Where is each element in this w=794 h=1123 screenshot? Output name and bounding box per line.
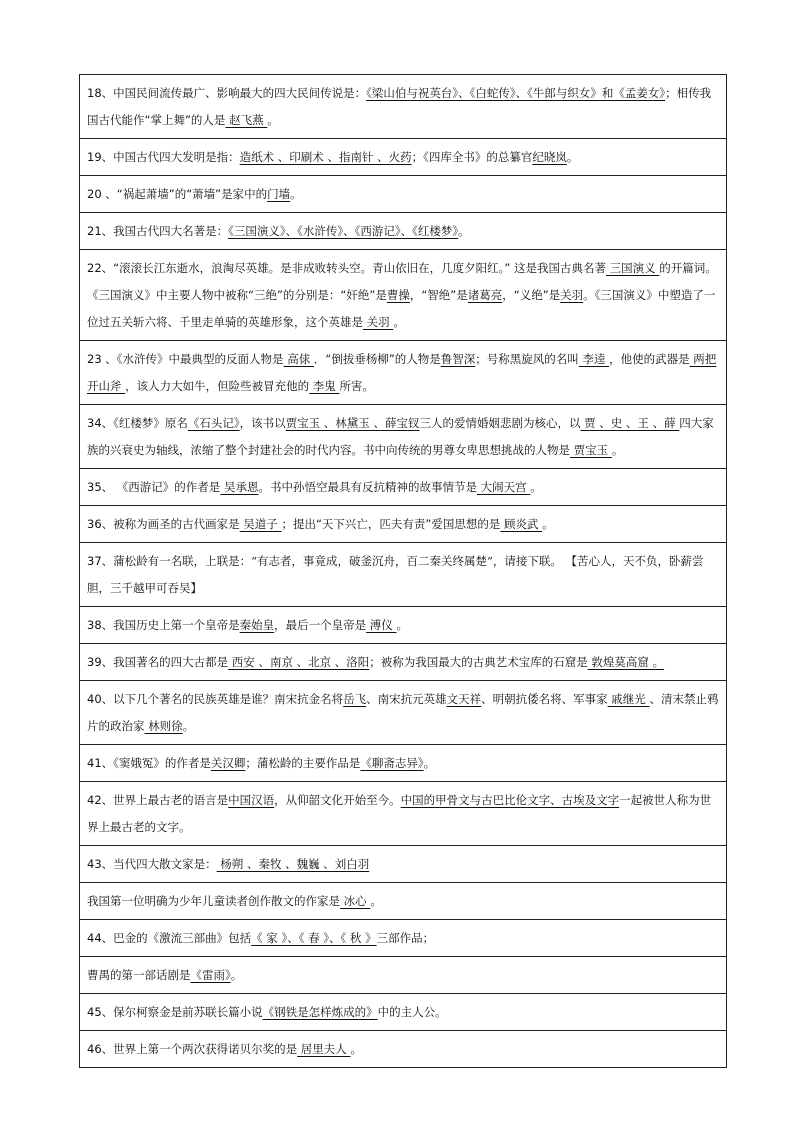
answer-blank: 大闹天宫: [476, 480, 531, 494]
question-text: 18、中国民间流传最广、影响最大的四大民间传说是：: [87, 86, 367, 100]
table-row: [80, 920, 727, 957]
answer-blank: 《 家 》、《 春 》、《 秋 》: [251, 931, 377, 945]
question-text: 23 、《水浒传》中最典型的反面人物是: [87, 352, 284, 366]
answer-blank: 曹操: [386, 288, 410, 302]
question-text: 。: [230, 968, 243, 982]
answer-blank: 戚继光: [607, 692, 650, 706]
question-text: 43、当代四大散文家是：: [87, 857, 217, 871]
answer-blank: 林则徐: [144, 719, 183, 733]
question-text: 。: [370, 894, 382, 908]
question-text: 。: [542, 517, 554, 531]
question-cell-row-34: [80, 405, 727, 469]
question-cell-row-23: [80, 341, 727, 405]
question-text: 42、世界上最古老的语言是: [87, 793, 229, 807]
answer-blank: 两把开山斧: [87, 352, 717, 393]
question-text: 一起被世人称为世界上最古老的文字。: [87, 793, 712, 834]
question-text: 。: [458, 224, 470, 238]
question-text: 、明朝抗倭名将、军事家: [481, 692, 608, 706]
question-text: ，该书以: [239, 416, 286, 430]
quoted-text: “有志者，事竟成，破釜沉舟，百二秦关终属楚”: [251, 554, 493, 568]
answer-blank: 《三国演义》、《水浒传》、《西游记》、《红楼梦》: [228, 224, 459, 238]
question-text: 曹禺的第一部话剧是: [87, 968, 191, 982]
answer-blank: 文天祥: [446, 692, 482, 706]
question-text: 21、我国古代四大名著是：: [87, 224, 229, 238]
table-row: [80, 341, 727, 405]
answer-blank: 李逵: [578, 352, 610, 366]
answer-blank: 吴道子: [239, 517, 282, 531]
question-text: 。: [423, 756, 436, 770]
answer-blank: 造纸术 、印刷术 、指南针 、火药: [239, 150, 412, 164]
answer-blank: 《雷雨》: [190, 968, 231, 982]
answer-blank: 《聊斋志异》: [360, 756, 424, 770]
answer-blank: 杨朔 、秦牧 、魏巍 、刘白羽: [216, 857, 370, 871]
question-text: ；号称黑旋风的名叫: [475, 352, 579, 366]
table-row: [80, 213, 727, 250]
question-text: 19、中国古代四大发明是指：: [87, 150, 240, 164]
question-cell-row-36: [80, 506, 727, 543]
table-row: [80, 644, 727, 681]
question-text: 。: [350, 1042, 362, 1056]
answer-blank: 中国汉语: [228, 793, 275, 807]
answer-blank: 高俅: [283, 352, 314, 366]
question-text: 。《三国演义》中塑造了一位过五关斩六将、千里走单骑的英雄形象，这个英雄是: [87, 288, 716, 329]
table-row: [80, 506, 727, 543]
question-cell-row-46: [80, 1031, 727, 1068]
question-cell-row-44b: [80, 957, 727, 994]
question-text: 。书中孙悟空最具有反抗精神的故事情节是: [258, 480, 477, 494]
question-text: 45、保尔柯察金是前苏联长篇小说: [87, 1005, 263, 1019]
question-text: 、南宋抗元英雄: [366, 692, 447, 706]
answer-blank: 岳飞: [343, 692, 367, 706]
answer-blank: 关羽: [560, 288, 584, 302]
question-cell-row-43: [80, 846, 727, 883]
answer-blank: 《钢铁是怎样炼成的》: [262, 1005, 378, 1019]
table-row: [80, 957, 727, 994]
question-text: ．“倒拔垂杨柳”的人物是: [313, 352, 441, 366]
answer-blank: 纪晓岚: [532, 150, 567, 164]
question-cell-row-20: [80, 176, 727, 213]
question-text: 。: [182, 719, 195, 733]
question-cell-row-40: [80, 681, 727, 745]
question-cell-row-44: [80, 920, 727, 957]
question-text: 40、以下几个著名的民族英雄是谁？南宋抗金名将: [87, 692, 344, 706]
question-cell-row-43b: [80, 883, 727, 920]
question-cell-row-41: [80, 745, 727, 782]
question-text: 38、我国历史上第一个皇帝是: [87, 618, 240, 632]
question-text: 34、《红楼梦》原名: [87, 416, 188, 430]
answer-blank: 贾宝玉: [570, 443, 612, 457]
quiz-table: [79, 74, 727, 1068]
question-text: 。: [396, 618, 408, 632]
question-text: 我国第一位明确为少年儿童读者创作散文的作家是: [87, 894, 340, 908]
table-row: [80, 782, 727, 846]
question-cell-row-37: [80, 543, 727, 607]
question-cell-row-18: [80, 75, 727, 139]
question-text: 41、《窦娥冤》的作者是: [87, 756, 211, 770]
question-text: ，该人力大如牛，但险些被冒充他的: [125, 379, 310, 393]
question-cell-row-21: [80, 213, 727, 250]
answer-blank: 鲁智深: [440, 352, 476, 366]
answer-blank: 冰心: [340, 894, 371, 908]
answer-blank: 吴承恩: [220, 480, 259, 494]
table-row: [80, 139, 727, 176]
question-text: ，“义绝”是: [502, 288, 561, 302]
question-text: 22、“滚滚长江东逝水，浪淘尽英雄。是非成败转头空。青山依旧在，几度夕阳红。” 这是我国古典名著: [87, 261, 606, 275]
question-cell-row-39: [80, 644, 727, 681]
table-row: [80, 1031, 727, 1068]
table-row: [80, 469, 727, 506]
question-text: ，请接下联。 【苦心人，天不负，卧薪尝胆，三千越甲可吞吴】: [87, 554, 704, 595]
question-text: ，最后一个皇帝是: [274, 618, 367, 632]
question-text: 的开篇词。《三国演义》中主要人物中被称“三绝”的分别是：“奸绝”是: [87, 261, 717, 302]
question-text: 44、巴金的《激流三部曲》包括: [87, 931, 252, 945]
answer-blank: 门墙: [267, 187, 291, 201]
question-cell-row-22: [80, 250, 727, 341]
question-text: 36、被称为画圣的古代画家是: [87, 517, 240, 531]
answer-blank: 贾 、史 、王 、薛: [580, 416, 680, 430]
table-row: [80, 176, 727, 213]
question-text: 37、蒲松龄有一名联，上联是：: [87, 554, 252, 568]
question-cell-row-42: [80, 782, 727, 846]
table-row: [80, 994, 727, 1031]
question-text: 三人的爱情婚姻悲剧为核心，以: [419, 416, 581, 430]
table-row: [80, 883, 727, 920]
question-text: 。: [267, 113, 279, 127]
table-row: [80, 250, 727, 341]
question-text: ；《四库全书》的总纂官: [411, 150, 533, 164]
answer-blank: 贾宝玉 、林黛玉 、薛宝钗: [285, 416, 420, 430]
question-text: ；提出“天下兴亡，匹夫有责”爱国思想的是: [281, 517, 501, 531]
question-text: 三部作品；: [376, 931, 435, 945]
question-cell-row-38: [80, 607, 727, 644]
answer-blank: 《石头记》: [187, 416, 240, 430]
question-text: 35、 《西游记》的作者是: [87, 480, 221, 494]
table-row: [80, 607, 727, 644]
question-text: 。: [290, 187, 302, 201]
question-text: ；被称为我国最大的古典艺术宝库的石窟是: [369, 655, 588, 669]
answer-blank: 秦始皇: [239, 618, 275, 632]
answer-blank: 溥仪: [366, 618, 397, 632]
table-row: [80, 405, 727, 469]
answer-blank: 顾炎武: [500, 517, 543, 531]
question-text: ；相传我国古代能作“掌上舞”的人是: [87, 86, 712, 127]
question-text: ，“智绝”是: [409, 288, 468, 302]
answer-blank: 居里夫人: [297, 1042, 351, 1056]
question-text: ，他使的武器是: [609, 352, 690, 366]
answer-blank: 西安 、南京 、北京 、洛阳: [228, 655, 370, 669]
question-text: 46、世界上第一个两次获得诺贝尔奖的是: [87, 1042, 298, 1056]
table-row: [80, 745, 727, 782]
question-text: ，从仰韶文化开始至今。: [274, 793, 401, 807]
answer-blank: 关羽: [363, 315, 394, 329]
question-text: 所害。: [339, 379, 374, 393]
question-text: 中的主人公。: [377, 1005, 447, 1019]
question-text: 。: [566, 150, 579, 164]
question-cell-row-19: [80, 139, 727, 176]
table-row: [80, 75, 727, 139]
question-text: ；蒲松龄的主要作品是: [245, 756, 361, 770]
table-row: [80, 543, 727, 607]
answer-blank: 三国演义: [605, 261, 660, 275]
answer-blank: 中国的甲骨文与古巴比伦文字、古埃及文字: [400, 793, 620, 807]
question-text: 。: [393, 315, 405, 329]
question-text: 、清末禁止鸦片的政治家: [87, 692, 719, 733]
quiz-table-body: [80, 75, 727, 1068]
question-text: 39、我国著名的四大古都是: [87, 655, 229, 669]
question-cell-row-35: [80, 469, 727, 506]
question-text: 。: [611, 443, 624, 457]
answer-blank: 关汉卿: [210, 756, 246, 770]
question-text: 20 、“祸起萧墙”的“萧墙”是家中的: [87, 187, 268, 201]
answer-blank: 敦煌莫高窟 。: [587, 655, 665, 669]
answer-blank: 赵飞燕: [225, 113, 268, 127]
answer-blank: 李鬼: [309, 379, 340, 393]
answer-blank: 诸葛亮: [467, 288, 503, 302]
table-row: [80, 681, 727, 745]
question-cell-row-45: [80, 994, 727, 1031]
question-text: 。: [530, 480, 542, 494]
table-row: [80, 846, 727, 883]
answer-blank: 《梁山伯与祝英台》、《白蛇传》、《牛郎与织女》和《孟姜女》: [366, 86, 666, 100]
document-page: [79, 74, 727, 1068]
question-text: 四大家族的兴衰史为轴线，浓缩了整个封建社会的时代内容。书中向传统的男尊女卑思想挑战的人物是: [87, 416, 714, 457]
